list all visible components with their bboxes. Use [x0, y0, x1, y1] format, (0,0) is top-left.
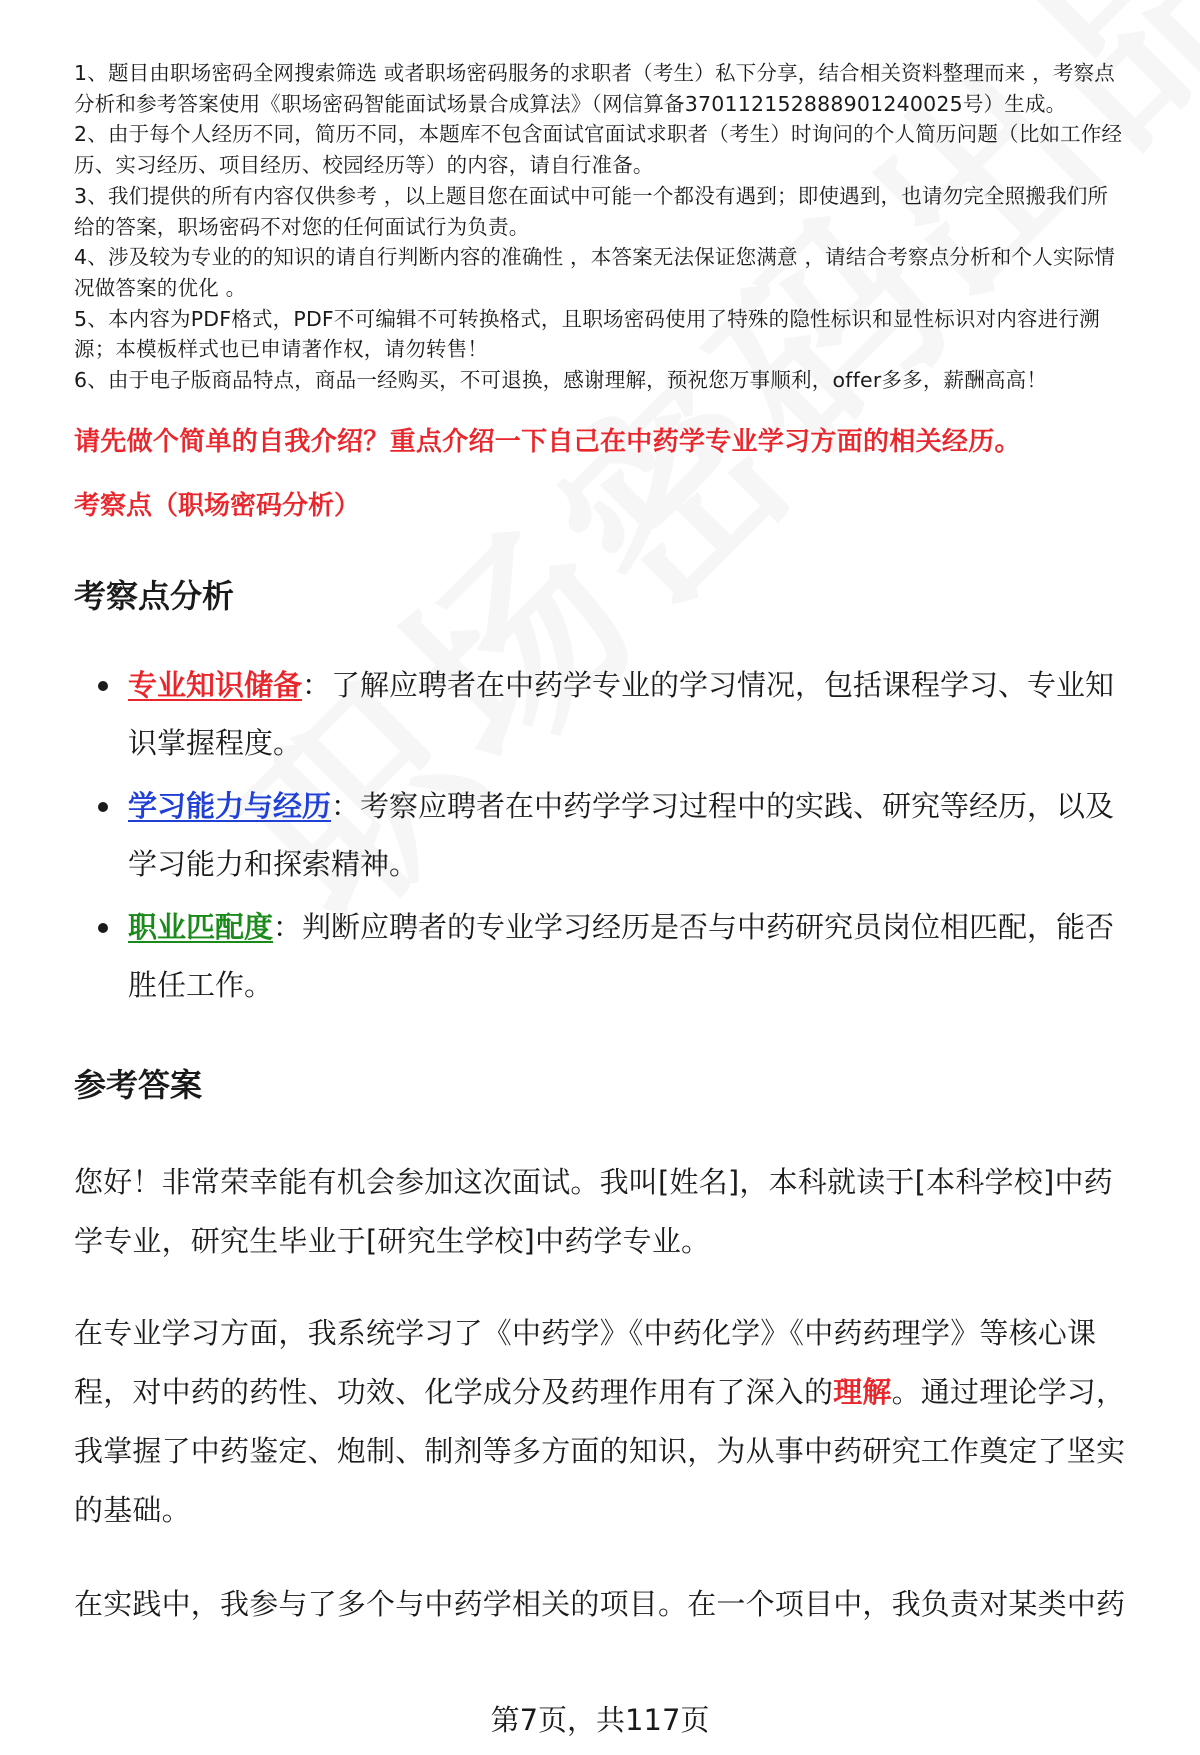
- answer-paragraph: 您好！非常荣幸能有机会参加这次面试。我叫[姓名]，本科就读于[本科学校]中药学专业，研究生毕业于[研究生学校]中药学专业。: [74, 1164, 1113, 1258]
- analysis-label: 考察点（职场密码分析）: [74, 490, 361, 521]
- answer-paragraph: [74, 1304, 1128, 1540]
- analysis-point: [74, 656, 1128, 773]
- answer-heading: 参考答案: [74, 1065, 203, 1104]
- bullet-icon: [98, 802, 108, 812]
- bullet-icon: [98, 681, 108, 691]
- answer-text: 在专业学习方面，我系统学习了《中药学》《中药化学》《中药药理学》等核心课程，对中药的药性、功效、化学成分及药理作用有了深入的: [74, 1315, 1097, 1409]
- answer-paragraph: 在实践中，我参与了多个与中药学相关的项目。在一个项目中，我负责对某类中药: [74, 1586, 1126, 1621]
- point-keyword: 职业匹配度: [128, 909, 274, 944]
- page-number: 第7页，共117页: [490, 1703, 710, 1737]
- point-keyword: 专业知识储备: [128, 667, 303, 702]
- point-text: ：考察应聘者在中药学学习过程中的实践、研究等经历，以及学习能力和探索精神。: [128, 788, 1115, 882]
- interview-question: 请先做个简单的自我介绍？重点介绍一下自己在中药学专业学习方面的相关经历。: [74, 426, 1021, 457]
- analysis-point: [74, 777, 1128, 894]
- analysis-points: [74, 656, 1128, 1015]
- point-text: ：了解应聘者在中药学专业的学习情况，包括课程学习、专业知识掌握程度。: [128, 667, 1115, 761]
- highlight-text: 理解: [833, 1374, 892, 1409]
- point-text: ：判断应聘者的专业学习经历是否与中药研究员岗位相匹配，能否胜任工作。: [128, 909, 1115, 1003]
- bullet-icon: [98, 923, 108, 933]
- notice-block: [74, 58, 1128, 396]
- answer-text: 。通过理论学习，我掌握了中药鉴定、炮制、制剂等多方面的知识，为从事中药研究工作奠定了坚实的基础。: [74, 1374, 1126, 1527]
- notice-item: 1、题目由职场密码全网搜索筛选 或者职场密码服务的求职者（考生）私下分享，结合相关资料整理而来 ，考察点分析和参考答案使用《职场密码智能面试场景合成算法》（网信算备370112152888901240025号）生成。: [74, 61, 1115, 116]
- point-keyword: 学习能力与经历: [128, 788, 332, 823]
- notice-item: 2、由于每个人经历不同，简历不同，本题库不包含面试官面试求职者（考生）时询问的个人简历问题（比如工作经历、实习经历、项目经历、校园经历等）的内容，请自行准备。: [74, 122, 1123, 178]
- notice-item: 6、由于电子版商品特点，商品一经购买，不可退换，感谢理解，预祝您万事顺利，offer多多，薪酬高高！: [74, 368, 1048, 393]
- analysis-point: [74, 898, 1128, 1015]
- notice-item: 3、我们提供的所有内容仅供参考 ，以上题目您在面试中可能一个都没有遇到；即使遇到，也请勿完全照搬我们所给的答案，职场密码不对您的任何面试行为负责。: [74, 183, 1109, 239]
- notice-item: 5、本内容为PDF格式，PDF不可编辑不可转换格式，且职场密码使用了特殊的隐性标识和显性标识对内容进行溯源；本模板样式也已申请著作权，请勿转售！: [74, 306, 1100, 362]
- notice-item: 4、涉及较为专业的的知识的请自行判断内容的准确性 ，本答案无法保证您满意 ，请结合考察点分析和个人实际情况做答案的优化 。: [74, 245, 1115, 300]
- analysis-heading: 考察点分析: [74, 576, 235, 615]
